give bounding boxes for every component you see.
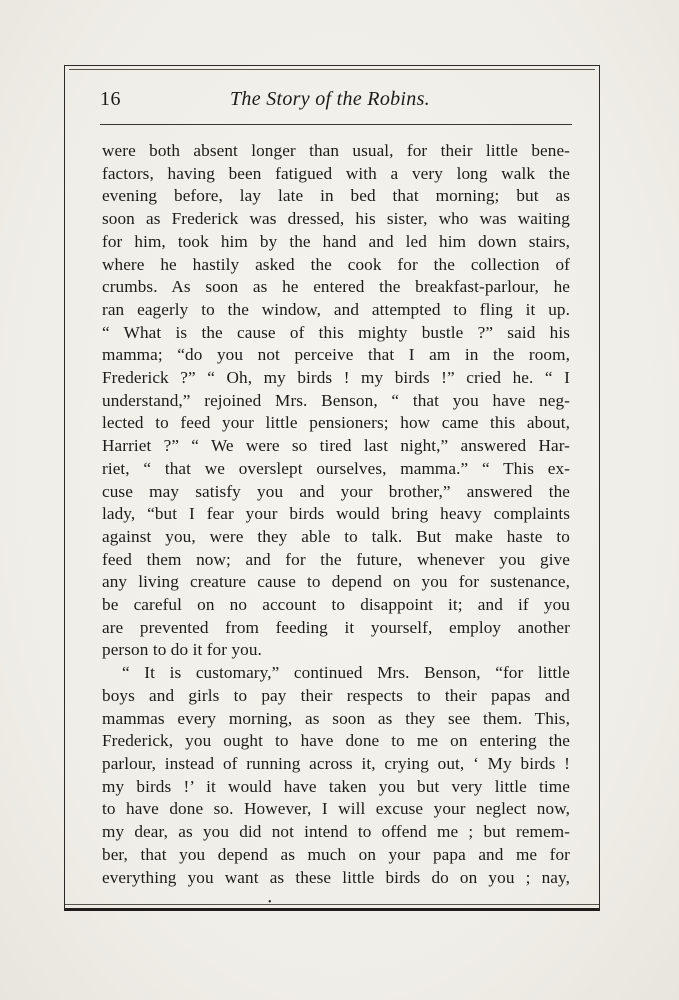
frame-inner-rule-bottom bbox=[65, 904, 599, 905]
footer-ornament: • bbox=[268, 897, 272, 908]
page-number: 16 bbox=[100, 88, 121, 110]
running-title: The Story of the Robins. bbox=[230, 88, 430, 110]
text-line: “ What is the cause of this mighty bustle ?” said his bbox=[102, 322, 570, 342]
text-line: lady, “but I fear your birds would bring heavy complaints bbox=[102, 504, 570, 524]
text-line: evening before, lay late in bed that morning; but as bbox=[102, 186, 570, 206]
paragraph-start-line: “ It is customary,” continued Mrs. Benson, “for little bbox=[122, 663, 570, 683]
text-line: parlour, instead of running across it, crying out, ‘ My birds ! bbox=[102, 753, 570, 773]
text-line: my dear, as you did not intend to offend me ; but remem- bbox=[102, 822, 570, 842]
text-line: for him, took him by the hand and led him down stairs, bbox=[102, 231, 570, 251]
text-line: ran eagerly to the window, and attempted to fling it up. bbox=[102, 299, 570, 319]
header-rule bbox=[100, 124, 572, 125]
text-line: soon as Frederick was dressed, his sister, who was waiting bbox=[102, 209, 570, 229]
text-line: cuse may satisfy you and your brother,” answered the bbox=[102, 481, 570, 501]
text-line: feed them now; and for the future, whenever you give bbox=[102, 549, 570, 569]
text-line: Frederick, you ought to have done to me on entering the bbox=[102, 731, 570, 751]
text-line: crumbs. As soon as he entered the breakfast-parlour, he bbox=[102, 277, 570, 297]
text-line: everything you want as these little birds do on you ; nay, bbox=[102, 867, 570, 887]
text-line: Frederick ?” “ Oh, my birds ! my birds !” cried he. “ I bbox=[102, 368, 570, 388]
text-line: ber, that you depend as much on your papa and me for bbox=[102, 844, 570, 864]
text-line: are prevented from feeding it yourself, employ another bbox=[102, 617, 570, 637]
text-line: boys and girls to pay their respects to their papas and bbox=[102, 685, 570, 705]
running-header bbox=[100, 86, 572, 116]
body-text bbox=[102, 140, 570, 889]
text-line: against you, were they able to talk. But make haste to bbox=[102, 526, 570, 546]
text-line: mammas every morning, as soon as they see them. This, bbox=[102, 708, 570, 728]
frame-inner-rule-top bbox=[69, 69, 595, 70]
text-line: Harriet ?” “ We were so tired last night,” answered Har- bbox=[102, 436, 570, 456]
text-line: any living creature cause to depend on you for sustenance, bbox=[102, 572, 570, 592]
text-line: mamma; “do you not perceive that I am in the room, bbox=[102, 345, 570, 365]
text-line: my birds !’ it would have taken you but very little time bbox=[102, 776, 570, 796]
text-line: factors, having been fatigued with a very long walk the bbox=[102, 163, 570, 183]
text-line: understand,” rejoined Mrs. Benson, “ that you have neg- bbox=[102, 390, 570, 410]
text-line: lected to feed your little pensioners; how came this about, bbox=[102, 413, 570, 433]
text-line: to have done so. However, I will excuse your neglect now, bbox=[102, 799, 570, 819]
text-line: where he hastily asked the cook for the collection of bbox=[102, 254, 570, 274]
text-line: riet, “ that we overslept ourselves, mamma.” “ This ex- bbox=[102, 458, 570, 478]
paragraph-end-line: person to do it for you. bbox=[102, 640, 262, 660]
text-line: were both absent longer than usual, for their little bene- bbox=[102, 141, 570, 160]
text-line: be careful on no account to disappoint it; and if you bbox=[102, 595, 570, 615]
